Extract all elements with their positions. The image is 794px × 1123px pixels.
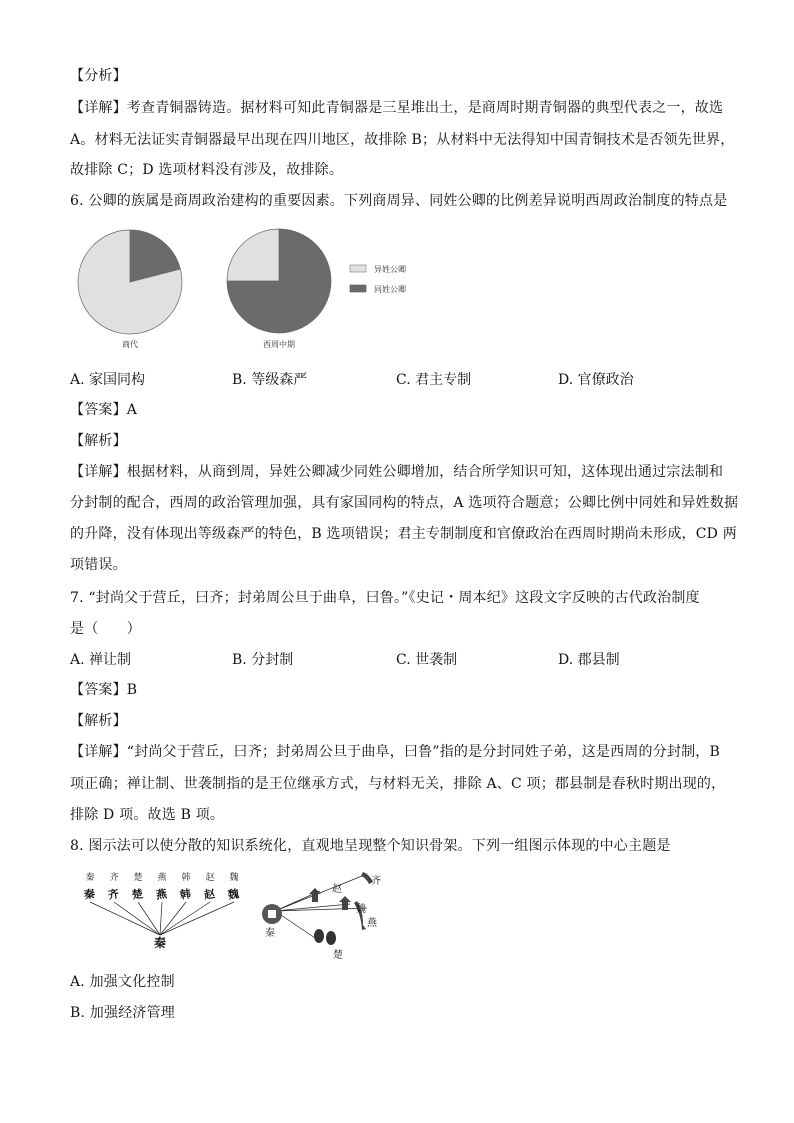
fig2-label-zhao: 赵 — [332, 884, 342, 895]
chu-coin-icon-1 — [314, 929, 324, 943]
fenxi-label: 【分析】 — [70, 68, 127, 84]
q8-figure-currency-unification — [255, 866, 390, 961]
fig2-label-qin: 秦 — [265, 928, 275, 939]
q7-stem-line-1: 7. “封尚父于营丘，曰齐；封弟周公旦于曲阜，曰鲁。”《史记・周本纪》这段文字反映的古代政治制度 — [70, 590, 700, 606]
fig1-ancient-script-glyph: 楚 — [131, 887, 144, 902]
fig1-connector-line — [160, 902, 210, 935]
q6-stem: 6. 公卿的族属是商周政治建构的重要因素。下列商周异、同姓公卿的比例差异说明西周政治制度的特点是 — [70, 193, 728, 209]
fig1-state-label: 韩 — [181, 873, 191, 883]
q6-detail-line-4: 项错误。 — [70, 557, 127, 573]
pie-chart-xizhou — [227, 229, 331, 333]
q6-detail-line-3: 的升降，没有体现出等级森严的特色，B 选项错误；君主专制制度和官僚政治在西周时期尚未形成，CD 两 — [70, 526, 737, 542]
chu-coin-icon-2 — [326, 931, 336, 945]
fig1-state-label: 楚 — [133, 873, 143, 883]
fig1-state-label: 齐 — [109, 873, 119, 883]
q6-analysis-label: 【解析】 — [70, 433, 127, 449]
q7-detail-line-3: 排除 D 项。故选 B 项。 — [70, 807, 225, 823]
q6-option-b[interactable]: B. 等级森严 — [232, 372, 308, 388]
fig1-state-label: 燕 — [157, 873, 167, 883]
fig2-label-chu: 楚 — [333, 950, 343, 961]
q7-detail-line-1: 【详解】“封尚父于营丘，曰齐；封弟周公旦于曲阜，曰鲁”指的是分封同姓子弟，这是西周的分封制，B — [70, 744, 720, 760]
fig1-connector-line — [160, 902, 234, 935]
fig1-qin-seal-script: 秦 — [153, 936, 167, 950]
fig1-ancient-script-glyph: 秦 — [83, 887, 96, 902]
legend-label-yixing: 异姓公卿 — [374, 265, 406, 274]
pie-title-shang: 商代 — [122, 340, 138, 349]
fig1-state-label: 赵 — [205, 873, 215, 883]
fig1-ancient-script-glyph: 赵 — [203, 887, 216, 902]
pie-slice-xizhou-yixing — [227, 229, 279, 281]
q7-answer: 【答案】B — [70, 682, 138, 698]
fig2-label-yan: 燕 — [367, 918, 377, 929]
q6-option-c[interactable]: C. 君主专制 — [396, 372, 472, 388]
fig2-label-wei: 魏 — [356, 904, 366, 915]
q6-option-a[interactable]: A. 家国同构 — [70, 372, 146, 388]
q7-option-b[interactable]: B. 分封制 — [232, 652, 294, 668]
q6-option-d[interactable]: D. 官僚政治 — [558, 372, 634, 388]
fig1-connector-line — [90, 902, 160, 935]
fig2-label-qi: 齐 — [371, 876, 381, 887]
q5-detail-line-1: 【详解】考查青铜器铸造。据材料可知此青铜器是三星堆出土，是商周时期青铜器的典型代表之一，故选 — [70, 100, 724, 116]
legend-swatch-tongxing — [350, 285, 366, 292]
q7-option-c[interactable]: C. 世袭制 — [396, 652, 458, 668]
pie-title-xizhou: 西周中期 — [263, 340, 295, 349]
q7-option-a[interactable]: A. 禅让制 — [70, 652, 132, 668]
fig1-connector-line — [160, 902, 162, 935]
wei-spade-coin-icon — [339, 896, 351, 910]
q6-detail-line-1: 【详解】根据材料，从商到周，异姓公卿减少同姓公卿增加，结合所学知识可知，这体现出通过宗法制和 — [70, 464, 724, 480]
q7-stem-line-2: 是（ ） — [70, 621, 141, 637]
fig1-ancient-script-glyph: 韩 — [179, 887, 192, 902]
q8-option-b[interactable]: B. 加强经济管理 — [70, 1005, 175, 1021]
q7-analysis-label: 【解析】 — [70, 713, 127, 729]
fig1-connector-line — [114, 902, 160, 935]
q6-answer: 【答案】A — [70, 402, 138, 418]
legend-label-tongxing: 同姓公卿 — [374, 285, 406, 294]
fig1-ancient-script-glyph: 魏 — [227, 887, 240, 902]
fig1-state-label: 魏 — [229, 873, 239, 883]
pie-chart-shang — [78, 230, 182, 334]
fig1-state-label: 秦 — [85, 873, 95, 883]
q7-option-d[interactable]: D. 郡县制 — [558, 652, 620, 668]
q7-detail-line-2: 项正确；禅让制、世袭制指的是王位继承方式，与材料无关，排除 A、C 项；郡县制是春秋时期出现的， — [70, 776, 726, 792]
q8-option-a[interactable]: A. 加强文化控制 — [70, 974, 175, 990]
fig1-connector-line — [160, 902, 186, 935]
q6-pie-charts — [70, 222, 450, 357]
q8-figure-script-unification — [78, 868, 248, 958]
fig1-ancient-script-glyph: 燕 — [155, 887, 168, 902]
fig1-ancient-script-glyph: 齐 — [107, 887, 120, 902]
qin-banliang-coin-icon — [262, 904, 282, 924]
q5-detail-line-3: 故排除 C；D 选项材料没有涉及，故排除。 — [70, 162, 344, 178]
q5-detail-line-2: A。材料无法证实青铜器最早出现在四川地区，故排除 B；从材料中无法得知中国青铜技术是否领先世界， — [70, 132, 735, 148]
legend-swatch-yixing — [350, 265, 366, 272]
q6-detail-line-2: 分封制的配合，西周的政治管理加强，具有家国同构的特点，A 选项符合题意；公卿比例中同姓和异姓数据 — [70, 495, 739, 511]
q8-stem: 8. 图示法可以使分散的知识系统化，直观地呈现整个知识骨架。下列一组图示体现的中心主题是 — [70, 838, 671, 854]
